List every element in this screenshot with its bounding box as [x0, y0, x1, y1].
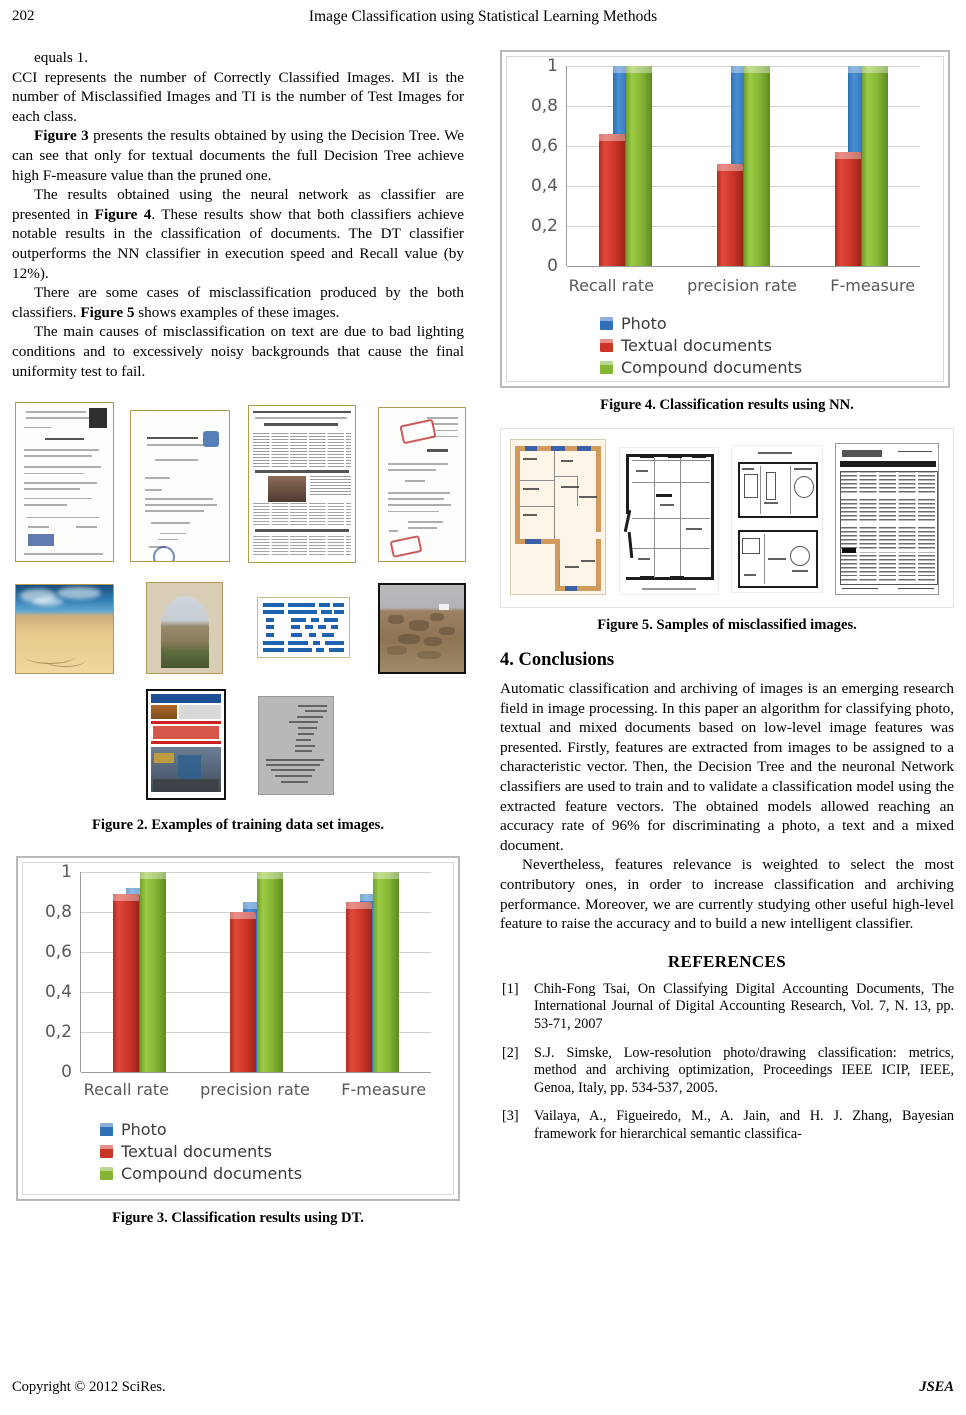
- legend-item-photo: [100, 1120, 302, 1139]
- legend-swatch-photo: [100, 1123, 113, 1136]
- page-footer: [0, 1379, 966, 1399]
- figure3-caption: Figure 3. Classification results using DT.: [112, 1210, 364, 1227]
- plan-two-part-floor-plan-drawing: [731, 445, 823, 593]
- y-tick-label: 0,8: [530, 96, 558, 116]
- y-tick-label: 0,2: [530, 216, 558, 236]
- x-tick-label: precision rate: [687, 276, 797, 295]
- reference-number: [2]: [502, 1044, 519, 1061]
- figure3-x-labels: [62, 1080, 448, 1099]
- figure5-reference: Figure 5: [80, 303, 135, 321]
- copyright-text: Copyright © 2012 SciRes.: [12, 1379, 166, 1395]
- bar-highlight: [599, 134, 625, 141]
- references-heading: REFERENCES: [667, 951, 787, 971]
- bar-highlight: [230, 912, 256, 919]
- document-scan-render: [131, 411, 229, 561]
- legend-label: Compound documents: [121, 1164, 303, 1184]
- photo-render: [16, 585, 113, 673]
- document-scan-render: [379, 408, 465, 561]
- bar-textual-documents: [835, 152, 861, 266]
- reference-text: Chih-Fong Tsai, On Classifying Digital Accounting Documents, The International Journal of Digital Accounting Research, Vol. 7, N. 13, pp. 53-71, 2007: [534, 980, 954, 1032]
- bar-compound-documents: [257, 872, 283, 1072]
- thumb-gray-background-text-page: [258, 696, 334, 795]
- paragraph-text: CCI represents the number of Correctly Classified Images. MI is the number of Misclassified Images and TI is the number of Test Images for each class.: [12, 68, 464, 125]
- bar-highlight: [346, 902, 372, 909]
- bar-highlight: [744, 66, 770, 73]
- x-tick-label: Recall rate: [83, 1080, 169, 1100]
- legend-item-compound-documents: [100, 1164, 302, 1183]
- paragraph-cci: [12, 68, 464, 127]
- reference-number: [3]: [502, 1108, 519, 1125]
- running-head-title: Image Classification using Statistical Learning Methods: [308, 8, 658, 25]
- figure4-bars-region: [566, 66, 920, 266]
- thumb-arabic-handwritten-stamped-document: [378, 407, 466, 562]
- newspaper-render: [148, 691, 224, 798]
- figure5-caption: Figure 5. Samples of misclassified images.: [597, 617, 857, 633]
- bar-textual-documents: [230, 912, 256, 1072]
- y-tick-label: 0,6: [44, 942, 72, 963]
- figure2-caption: Figure 2. Examples of training data set images.: [92, 817, 384, 834]
- paragraph-figure5: [12, 283, 464, 322]
- reference-item-3: [500, 1108, 954, 1143]
- legend-item-textual-documents: [600, 336, 802, 355]
- bar-textual-documents: [717, 164, 743, 266]
- bar-highlight: [113, 894, 139, 901]
- thumb-rocky-desert-hillside-photo: [378, 583, 466, 674]
- photo-render: [380, 585, 464, 672]
- legend-item-compound-documents: [600, 358, 802, 377]
- x-tick-label: precision rate: [200, 1080, 310, 1100]
- right-column: [500, 48, 954, 1154]
- thumb-stone-arch-landscape-photo: [146, 582, 223, 674]
- paragraph-figure4: [12, 185, 464, 283]
- y-tick-label: 1: [547, 56, 558, 76]
- paragraph-causes: [12, 322, 464, 381]
- bar-highlight: [626, 66, 652, 73]
- x-tick-label: F-measure: [830, 276, 916, 295]
- newspaper-scan-render: [249, 406, 355, 562]
- legend-swatch-textual-documents: [100, 1145, 113, 1158]
- bar-highlight: [717, 164, 743, 171]
- legend-swatch-photo: [600, 317, 613, 330]
- legend-swatch-compound-documents: [600, 361, 613, 374]
- conclusions-heading: 4. Conclusions: [500, 650, 615, 670]
- journal-abbreviation: JSEA: [919, 1379, 954, 1395]
- bar-group: [567, 66, 685, 266]
- bar-textual-documents: [113, 894, 139, 1072]
- legend-swatch-textual-documents: [600, 339, 613, 352]
- figure4-reference: Figure 4: [94, 205, 152, 223]
- figure4-caption: Figure 4. Classification results using NN.: [600, 397, 854, 413]
- figure2-image-grid: [12, 396, 464, 808]
- paragraph-text: The main causes of misclassification on text are due to bad lighting conditions and to excessively noisy backgrounds that cause the final uniformity test to fail.: [12, 323, 464, 380]
- legend-swatch-compound-documents: [100, 1167, 113, 1180]
- figure4-chart: [500, 50, 950, 388]
- figure3-plot-area: [36, 862, 441, 1083]
- y-tick-label: 0,4: [530, 176, 558, 196]
- plan-noisy-scanned-table-document: [835, 443, 939, 595]
- figure4-bar-groups: [567, 66, 920, 266]
- reference-text: Vailaya, A., Figueiredo, M., A. Jain, and H. J. Zhang, Bayesian framework for hierarchical semantic classifica-: [534, 1108, 954, 1142]
- figure3-bars-region: [80, 872, 431, 1072]
- bar-highlight: [257, 872, 283, 879]
- bar-highlight: [862, 66, 888, 73]
- paragraph-text: presents the results obtained by using the Decision Tree. We can see that only for textual documents the full Decision Tree achieve high F-measure value than the pruned one.: [12, 127, 464, 184]
- logo-render: [258, 598, 349, 657]
- document-scan-render: [16, 403, 113, 561]
- figure3-legend: [100, 1120, 302, 1186]
- legend-label: Compound documents: [621, 358, 803, 377]
- thumb-arabic-newspaper-page-scan: [248, 405, 356, 563]
- legend-label: Textual documents: [621, 336, 772, 355]
- figure3-bar-groups: [81, 872, 431, 1072]
- legend-item-photo: [600, 314, 802, 333]
- bar-compound-documents: [140, 872, 166, 1072]
- conclusions-paragraph-1: Automatic classification and archiving of images is an emerging research field in image processing. In this paper an algorithm for classifying photo, textual and mixed documents based on low-level image features was presented. Firstly, features are extracted from images to be assigned to a characteristic vector. Then, the Decision Tree and the neuronal Network classifiers are used to train and to validate a classification model using the extracted feature vectors. The obtained models allowed reaching an accuracy rate of 96% for discriminating a photo, a text and a mixed document.: [500, 680, 954, 854]
- thumb-arabic-official-letter-scan: [15, 402, 114, 562]
- paragraph-text: . These results show that both classifiers achieve notable results in the classification of documents. The DT classifier outperforms the NN classifier in execution speed and Recall value (by 12%).: [12, 205, 464, 282]
- bar-textual-documents: [346, 902, 372, 1072]
- legend-item-textual-documents: [100, 1142, 302, 1161]
- paragraph-equals: [12, 48, 464, 68]
- y-tick-label: 0,2: [44, 1022, 72, 1043]
- figure5-image-strip: [500, 428, 954, 608]
- figure3-chart: [16, 856, 460, 1201]
- x-tick-label: F-measure: [341, 1080, 427, 1100]
- legend-label: Photo: [121, 1120, 167, 1140]
- left-column: [12, 48, 464, 1227]
- legend-label: Textual documents: [121, 1142, 272, 1162]
- paragraph-text: The results obtained using the neural network as classifier are presented in: [12, 186, 464, 223]
- conclusions-paragraph-2: Nevertheless, features relevance is weighted to select the most contributory ones, in order to increase classification and archiving performance. Moreover, we are currently studying other useful high-level feature to raise the accuracy and to build a new intelligent classifier.: [500, 856, 954, 933]
- y-tick-label: 0,4: [44, 982, 72, 1003]
- y-tick-label: 1: [61, 862, 72, 883]
- figure3-reference: Figure 3: [34, 127, 89, 145]
- reference-text: S.J. Simske, Low-resolution photo/drawing classification: metrics, method and archiving optimization, Proceedings IEEE ICIP, IEEE, Genoa, Italy, pp. 534-537, 2005.: [534, 1044, 954, 1096]
- bar-group: [802, 66, 920, 266]
- bar-textual-documents: [599, 134, 625, 266]
- y-tick-label: 0: [61, 1062, 72, 1083]
- bar-compound-documents: [626, 66, 652, 266]
- x-tick-label: Recall rate: [568, 276, 654, 295]
- thumb-arabic-institute-letterhead-scan: [130, 410, 230, 562]
- thumb-ibm-logo-image: [257, 597, 350, 658]
- reference-number: [1]: [502, 980, 519, 997]
- y-tick-label: 0,8: [44, 902, 72, 923]
- bar-highlight: [373, 872, 399, 879]
- plan-technical-architectural-drawing: [619, 447, 719, 595]
- reference-item-2: [500, 1045, 954, 1098]
- figure4-y-axis: [522, 56, 564, 276]
- bar-compound-documents: [373, 872, 399, 1072]
- plan-colored-apartment-floor-plan: [510, 439, 606, 595]
- bar-highlight: [140, 872, 166, 879]
- bar-compound-documents: [862, 66, 888, 266]
- paragraph-text: There are some cases of misclassification produced by the both classifiers.: [12, 284, 464, 321]
- bar-highlight: [835, 152, 861, 159]
- thumb-desert-sky-photo: [15, 584, 114, 674]
- bar-group: [314, 872, 431, 1072]
- y-tick-label: 0: [547, 256, 558, 276]
- paragraph-figure3: [12, 126, 464, 185]
- running-head: [0, 8, 966, 30]
- y-tick-label: 0,6: [530, 136, 558, 156]
- gray-page-render: [259, 697, 333, 794]
- bar-group: [198, 872, 315, 1072]
- arch-opening: [161, 596, 209, 668]
- figure3-y-axis: [36, 862, 78, 1083]
- photo-render: [147, 583, 222, 673]
- reference-item-1: [500, 981, 954, 1034]
- figure4-plot-area: [522, 56, 930, 276]
- paragraph-text: shows examples of these images.: [138, 303, 340, 321]
- figure4-x-labels: [546, 276, 938, 295]
- bar-compound-documents: [744, 66, 770, 266]
- page-number: 202: [12, 8, 35, 24]
- noisy-scan-render: [836, 444, 938, 594]
- bar-group: [81, 872, 198, 1072]
- bar-group: [685, 66, 803, 266]
- figure4-legend: [600, 314, 802, 380]
- thumb-arabic-newspaper-front-page-compound: [146, 689, 226, 800]
- legend-label: Photo: [621, 314, 667, 333]
- paragraph-text: equals 1.: [34, 49, 88, 66]
